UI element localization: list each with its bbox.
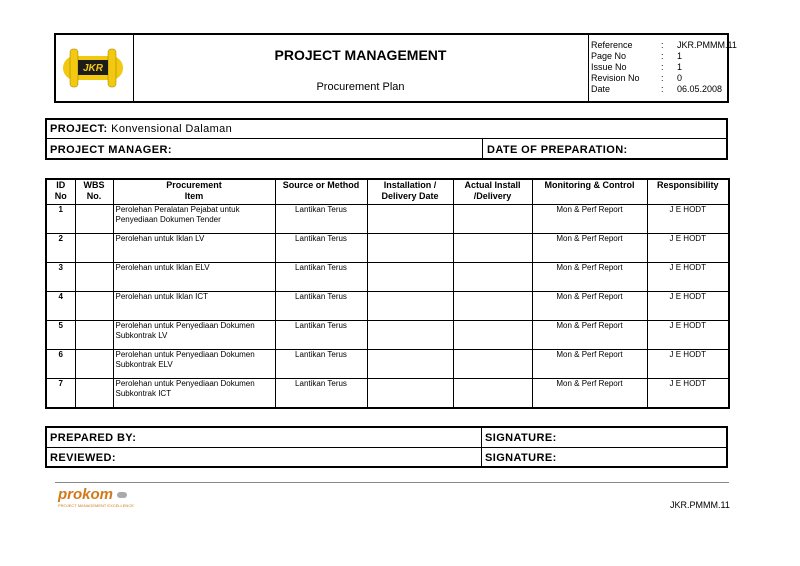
divider xyxy=(482,138,483,158)
cell-actual xyxy=(453,205,532,234)
cell-source: Lantikan Terus xyxy=(275,350,367,379)
col-monitoring-header: Monitoring & Control xyxy=(532,179,647,205)
cell-monitoring: Mon & Perf Report xyxy=(532,379,647,409)
cell-installation xyxy=(367,205,453,234)
cell-monitoring: Mon & Perf Report xyxy=(532,234,647,263)
cell-monitoring: Mon & Perf Report xyxy=(532,205,647,234)
cell-wbs xyxy=(75,379,113,409)
title-cell xyxy=(133,35,589,101)
cell-actual xyxy=(453,350,532,379)
prokom-tagline: PROJECT MANAGEMENT EXCELLENCE xyxy=(58,503,134,508)
col-id-header: ID No xyxy=(46,179,75,205)
divider xyxy=(47,447,726,448)
cell-source: Lantikan Terus xyxy=(275,205,367,234)
divider xyxy=(481,428,482,466)
col-installation-header: Installation / Delivery Date xyxy=(367,179,453,205)
cell-installation xyxy=(367,321,453,350)
reviewed-label: REVIEWED: xyxy=(50,452,116,464)
col-actual-header: Actual Install /Delivery xyxy=(453,179,532,205)
cell-item: Perolehan Peralatan Pejabat untuk Penyediaan Dokumen Tender xyxy=(113,205,275,234)
procurement-table xyxy=(45,178,730,409)
table-row xyxy=(46,263,729,292)
cell-responsibility: J E HODT xyxy=(647,234,729,263)
cell-responsibility: J E HODT xyxy=(647,379,729,409)
cell-item: Perolehan untuk Penyediaan Dokumen Subkontrak ELV xyxy=(113,350,275,379)
cell-item: Perolehan untuk Penyediaan Dokumen Subkontrak ICT xyxy=(113,379,275,409)
cell-id: 6 xyxy=(46,350,75,379)
document-meta: Reference : JKR.PMMM.11 Page No : 1 Issue No : 1 Revision No : 0 Date : 06.05.2008 xyxy=(591,40,737,94)
cell-responsibility: J E HODT xyxy=(647,263,729,292)
cell-actual xyxy=(453,379,532,409)
divider xyxy=(47,138,726,139)
cell-monitoring: Mon & Perf Report xyxy=(532,350,647,379)
cell-wbs xyxy=(75,321,113,350)
cell-monitoring: Mon & Perf Report xyxy=(532,263,647,292)
jkr-logo xyxy=(56,35,133,101)
cell-responsibility: J E HODT xyxy=(647,205,729,234)
cell-actual xyxy=(453,321,532,350)
cell-id: 2 xyxy=(46,234,75,263)
date-of-preparation-label: DATE OF PREPARATION: xyxy=(487,144,628,156)
cell-installation xyxy=(367,350,453,379)
cell-installation xyxy=(367,379,453,409)
project-line xyxy=(50,123,232,135)
logo-cell xyxy=(56,35,134,101)
cell-installation xyxy=(367,234,453,263)
cell-source: Lantikan Terus xyxy=(275,263,367,292)
signature-label: SIGNATURE: xyxy=(485,432,557,444)
cell-wbs xyxy=(75,292,113,321)
table-row xyxy=(46,321,729,350)
cell-id: 1 xyxy=(46,205,75,234)
cell-id: 7 xyxy=(46,379,75,409)
col-item-header: Procurement Item xyxy=(113,179,275,205)
table-row xyxy=(46,234,729,263)
cell-source: Lantikan Terus xyxy=(275,292,367,321)
cell-source: Lantikan Terus xyxy=(275,234,367,263)
col-source-header: Source or Method xyxy=(275,179,367,205)
cell-monitoring: Mon & Perf Report xyxy=(532,292,647,321)
cell-item: Perolehan untuk Penyediaan Dokumen Subkontrak LV xyxy=(113,321,275,350)
cell-item: Perolehan untuk Iklan ELV xyxy=(113,263,275,292)
logo-text: JKR xyxy=(82,63,104,74)
prokom-mark-icon xyxy=(117,491,127,499)
prepared-by-label: PREPARED BY: xyxy=(50,432,137,444)
cell-id: 4 xyxy=(46,292,75,321)
cell-wbs xyxy=(75,205,113,234)
table-row xyxy=(46,292,729,321)
footer-reference: JKR.PMMM.11 xyxy=(670,500,730,510)
cell-source: Lantikan Terus xyxy=(275,321,367,350)
footer-divider xyxy=(55,482,729,483)
signature-box xyxy=(45,426,728,468)
cell-wbs xyxy=(75,263,113,292)
signature-label: SIGNATURE: xyxy=(485,452,557,464)
cell-wbs xyxy=(75,234,113,263)
prokom-brand: prokom xyxy=(58,486,114,503)
table-row xyxy=(46,205,729,234)
project-value: Konvensional Dalaman xyxy=(111,123,233,135)
table-row xyxy=(46,379,729,409)
cell-installation xyxy=(367,292,453,321)
cell-wbs xyxy=(75,350,113,379)
document-title: PROJECT MANAGEMENT xyxy=(274,47,447,63)
document-subtitle: Procurement Plan xyxy=(316,81,405,93)
cell-actual xyxy=(453,263,532,292)
prokom-logo xyxy=(58,486,127,503)
cell-monitoring: Mon & Perf Report xyxy=(532,321,647,350)
col-wbs-header: WBS No. xyxy=(75,179,113,205)
project-info-box xyxy=(45,118,728,160)
cell-actual xyxy=(453,292,532,321)
table-row xyxy=(46,350,729,379)
cell-actual xyxy=(453,234,532,263)
cell-item: Perolehan untuk Iklan LV xyxy=(113,234,275,263)
project-manager-label: PROJECT MANAGER: xyxy=(50,144,172,156)
project-label: PROJECT: xyxy=(50,123,108,135)
cell-id: 3 xyxy=(46,263,75,292)
cell-item: Perolehan untuk Iklan ICT xyxy=(113,292,275,321)
cell-source: Lantikan Terus xyxy=(275,379,367,409)
cell-responsibility: J E HODT xyxy=(647,350,729,379)
document-header xyxy=(54,33,737,103)
col-responsibility-header: Responsibility xyxy=(647,179,729,205)
cell-installation xyxy=(367,263,453,292)
cell-responsibility: J E HODT xyxy=(647,321,729,350)
table-header-row xyxy=(46,179,729,205)
cell-id: 5 xyxy=(46,321,75,350)
cell-responsibility: J E HODT xyxy=(647,292,729,321)
